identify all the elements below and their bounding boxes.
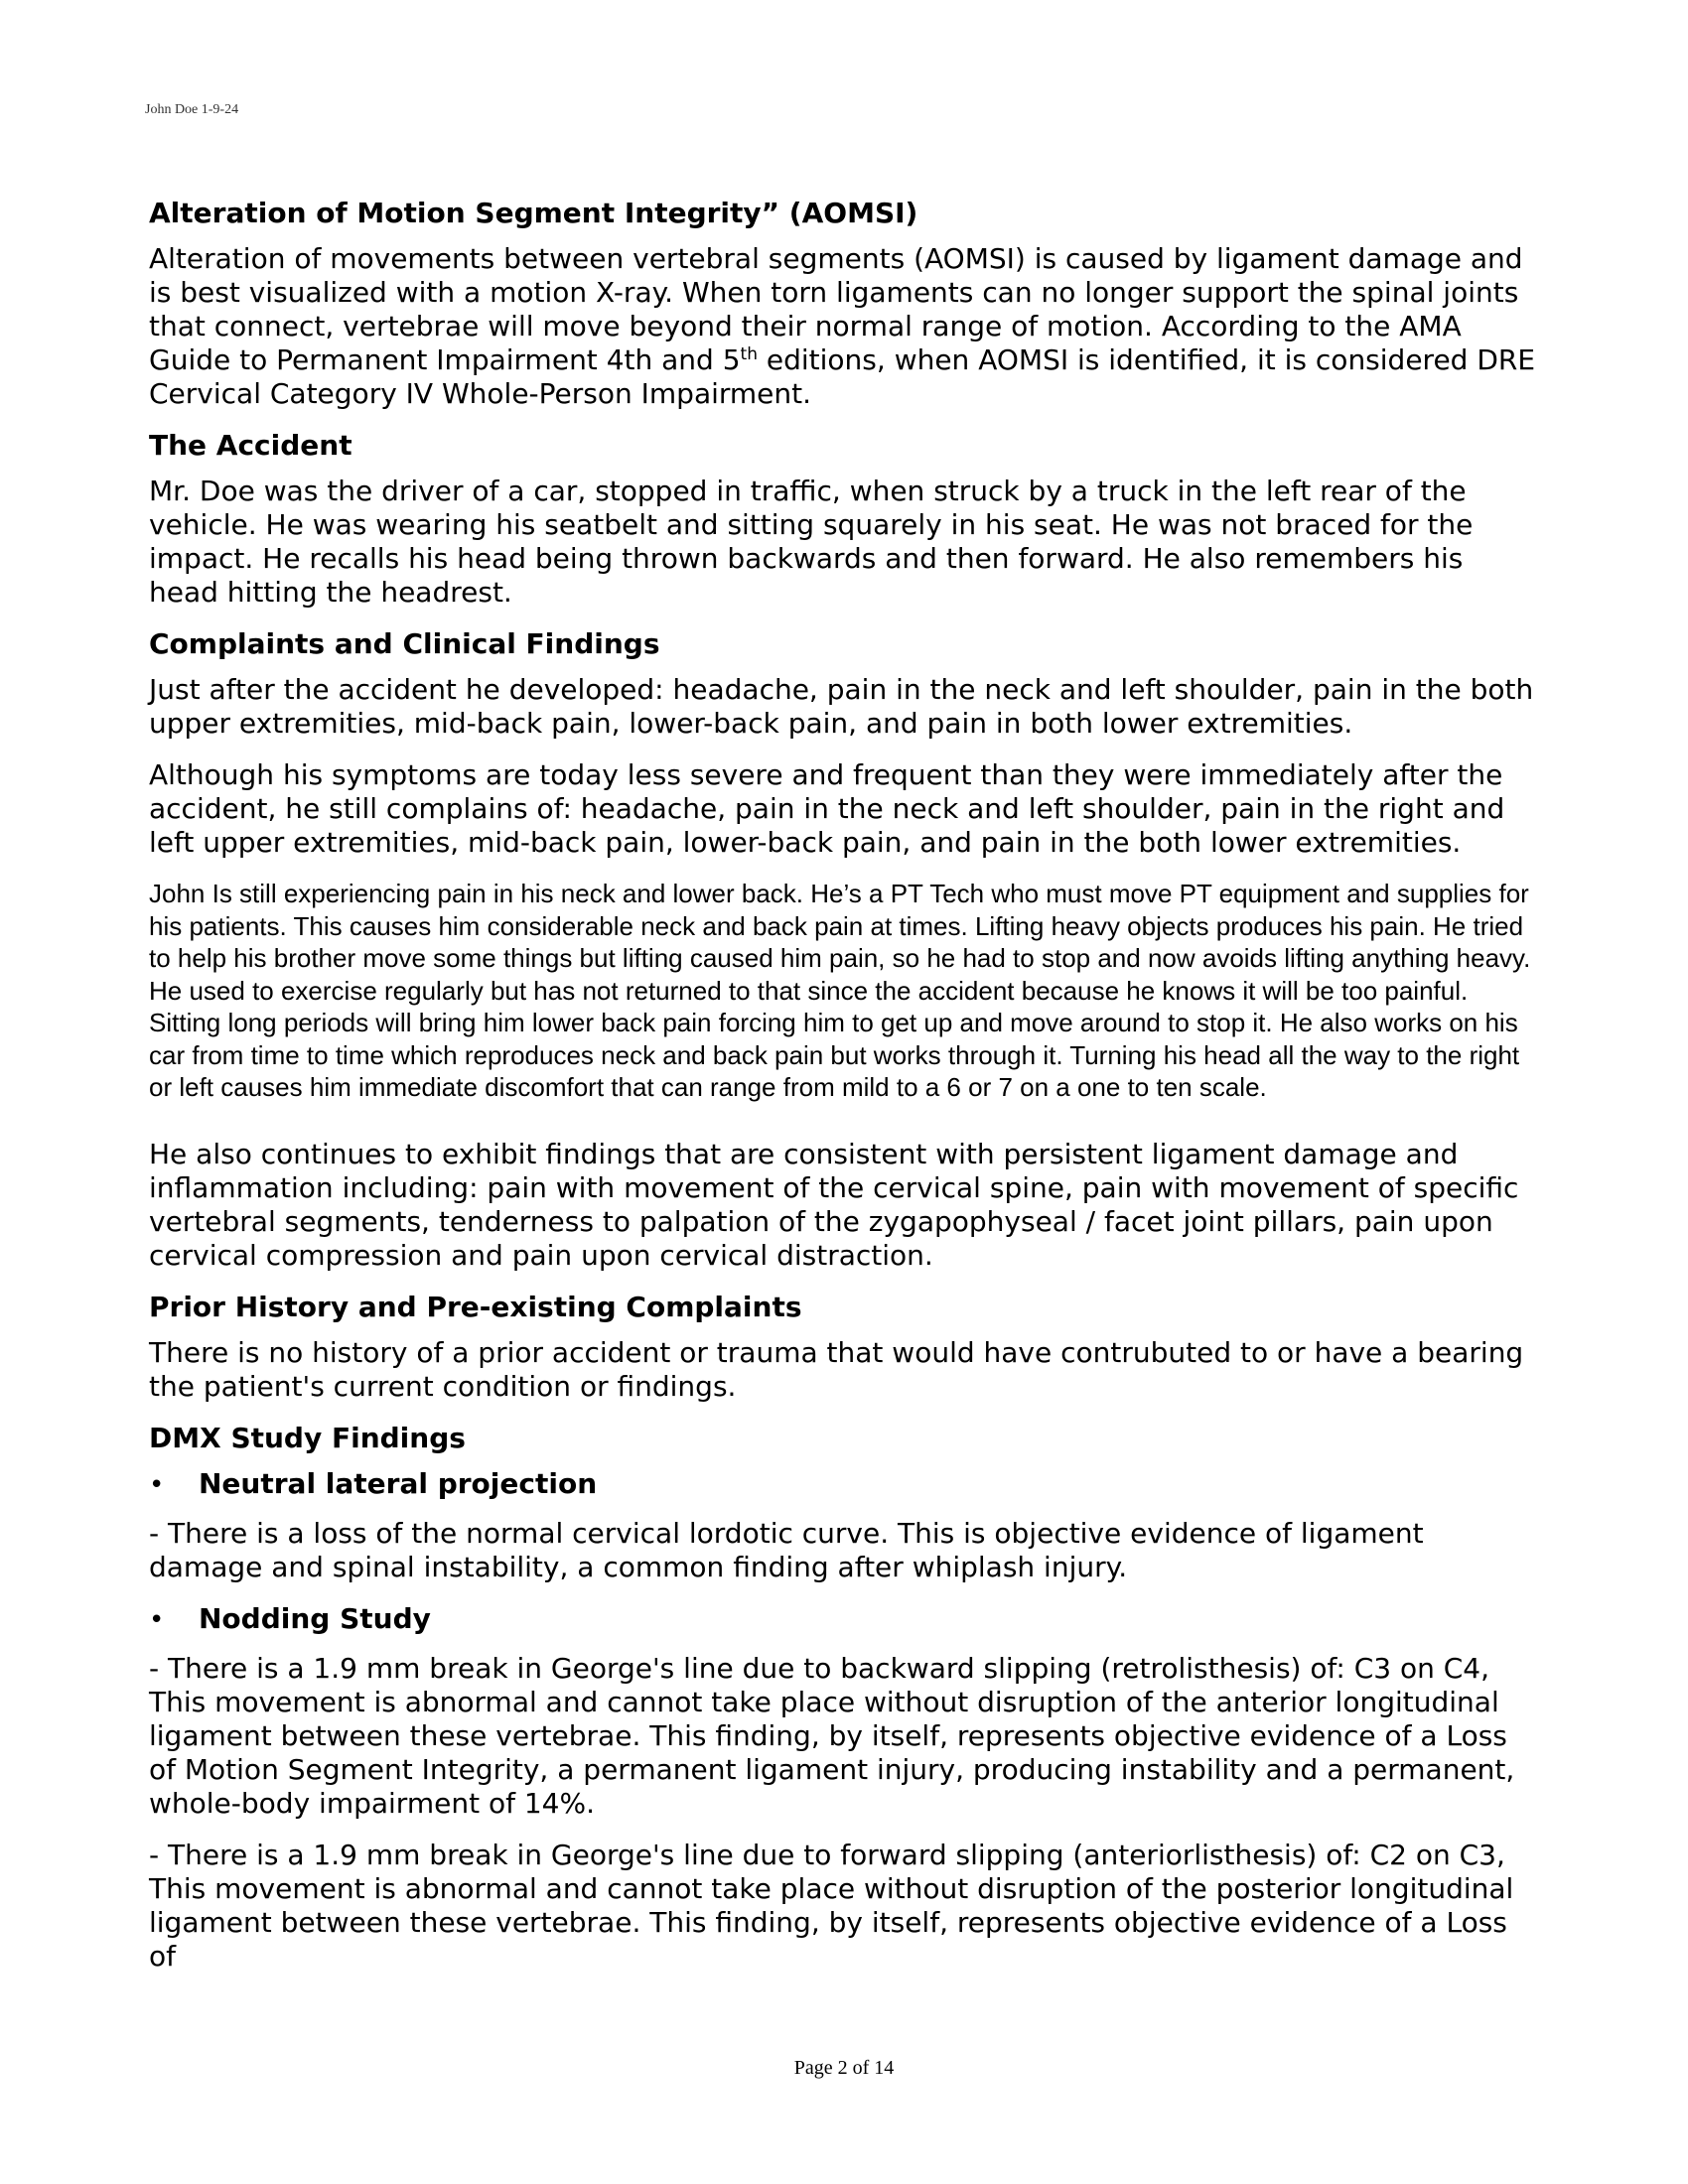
complaints-paragraph-1: Just after the accident he developed: headache, pain in the neck and left shoulder, pain in the both upper extremities, mid-back pain, lower-back pain, and pain in both lower extremities. bbox=[149, 673, 1534, 740]
aomsi-superscript: th bbox=[740, 344, 758, 364]
page-number: Page 2 of 14 bbox=[793, 2057, 895, 2079]
aomsi-heading: Alteration of Motion Segment Integrity” (AOMSI) bbox=[149, 197, 918, 229]
nodding-study-paragraph-1: - There is a 1.9 mm break in George's line due to backward slipping (retrolisthesis) of: C3 on C4, This movement is abnormal and cannot take place without disruption of the anterior longitudinal ligament between these vertebrae. This finding, by itself, represents objective evidence of a Loss of Motion Segment Integrity, a permanent ligament injury, producing instability and a permanent, whole-body impairment of 14%. bbox=[149, 1651, 1515, 1820]
bullet-icon: • bbox=[149, 1604, 165, 1635]
complaints-paragraph-3: John Is still experiencing pain in his neck and lower back. He’s a PT Tech who must move PT equipment and supplies for his patients. This causes him considerable neck and back pain at times. Lifting heavy objects produces his pain. He tried to help his brother move some things but lifting caused him pain, so he had to stop and now avoids lifting anything heavy. He used to exercise regularly but has not returned to that since the accident because he knows it will be too painful. Sitting long periods will bring him lower back pain forcing him to get up and move around to stop it. He also works on his car from time to time which reproduces neck and back pain but works through it. Turning his head all the way to the right or left causes him immediate discomfort that can range from mild to a 6 or 7 on a one to ten scale. bbox=[149, 879, 1531, 1102]
dmx-heading: DMX Study Findings bbox=[149, 1421, 466, 1454]
aomsi-paragraph bbox=[149, 242, 1539, 411]
page-header: John Doe 1-9-24 bbox=[145, 102, 239, 117]
prior-history-paragraph: There is no history of a prior accident or trauma that would have contrubuted to or have a bearing the patient's current condition or findings. bbox=[149, 1335, 1524, 1403]
neutral-lateral-bullet bbox=[149, 1467, 1539, 1502]
page-body bbox=[149, 197, 1539, 1991]
neutral-lateral-title: Neutral lateral projection bbox=[199, 1466, 598, 1500]
neutral-lateral-paragraph: - There is a loss of the normal cervical lordotic curve. This is objective evidence of ligament damage and spinal instability, a common finding after whiplash injury. bbox=[149, 1516, 1424, 1583]
aomsi-text-start: Alteration of movements between vertebral segments (AOMSI) is caused by ligament damage and is best visualized with a motion X-ray. When torn ligaments can no longer support the spinal joints that connect, vertebrae will move beyond their normal range of motion. According to the AMA Guide to Permanent Impairment 4th and 5 bbox=[149, 242, 1523, 376]
prior-history-heading: Prior History and Pre-existing Complaints bbox=[149, 1290, 802, 1323]
accident-paragraph: Mr. Doe was the driver of a car, stopped in traffic, when struck by a truck in the left rear of the vehicle. He was wearing his seatbelt and sitting squarely in his seat. He was not braced for the impact. He recalls his head being thrown backwards and then forward. He also remembers his head hitting the headrest. bbox=[149, 475, 1474, 609]
nodding-study-paragraph-2: - There is a 1.9 mm break in George's line due to forward slipping (anteriorlisthesis) of: C2 on C3, This movement is abnormal and cannot take place without disruption of the posterior longitudinal ligament between these vertebrae. This finding, by itself, represents objective evidence of a Loss of bbox=[149, 1838, 1514, 1973]
aomsi-text-end: editions, when AOMSI is identified, it is considered DRE Cervical Category IV Whole-Person Impairment. bbox=[149, 343, 1536, 410]
complaints-heading: Complaints and Clinical Findings bbox=[149, 627, 660, 660]
complaints-paragraph-4: He also continues to exhibit findings that are consistent with persistent ligament damage and inflammation including: pain with movement of the cervical spine, pain with movement of specific vertebral segments, tenderness to palpation of the zygapophyseal / facet joint pillars, pain upon cervical compression and pain upon cervical distraction. bbox=[149, 1137, 1519, 1272]
complaints-paragraph-2: Although his symptoms are today less severe and frequent than they were immediately after the accident, he still complains of: headache, pain in the neck and left shoulder, pain in the right and left upper extremities, mid-back pain, lower-back pain, and pain in the both lower extremities. bbox=[149, 758, 1505, 859]
accident-heading: The Accident bbox=[149, 429, 352, 462]
bullet-icon: • bbox=[149, 1469, 165, 1500]
nodding-study-title: Nodding Study bbox=[199, 1601, 431, 1635]
nodding-study-bullet bbox=[149, 1602, 1539, 1637]
